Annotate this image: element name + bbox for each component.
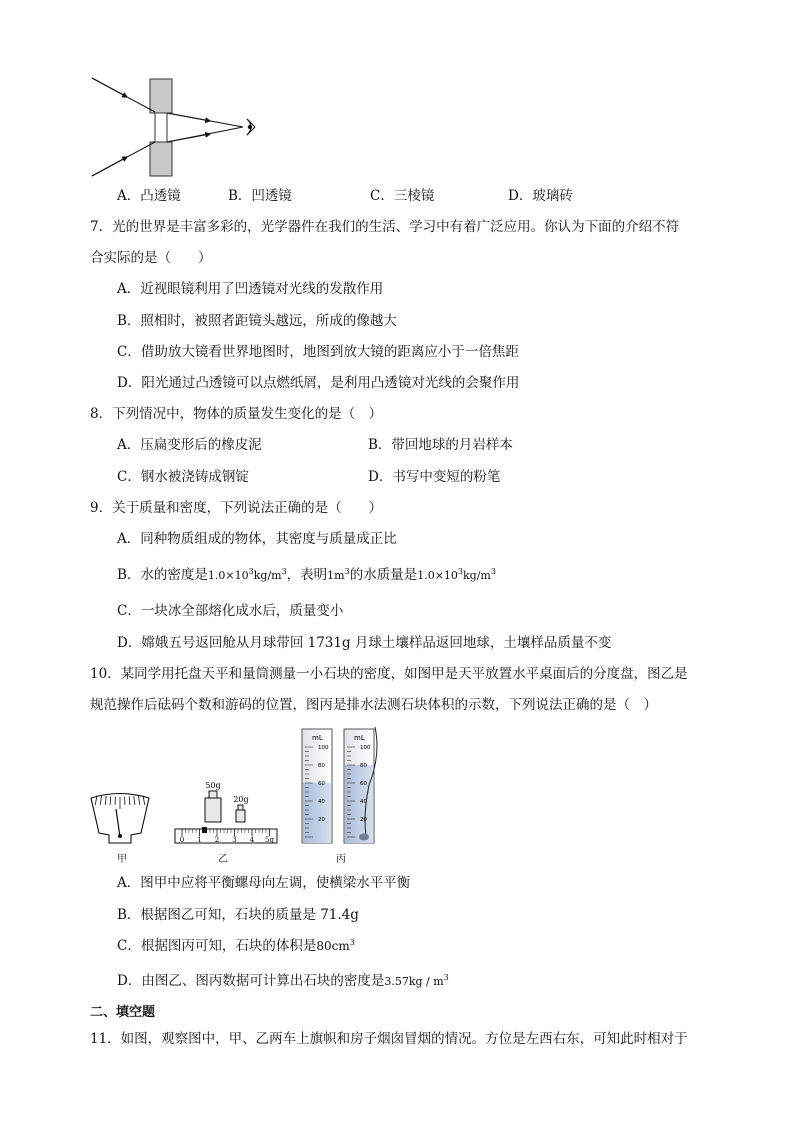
q9-middle: ，表明 — [286, 567, 328, 583]
cylinder-unit: mL — [354, 734, 365, 742]
lens-block-top — [150, 79, 172, 113]
q7-stem-line1: 7．光的世界是丰富多彩的，光学器件在我们的生活、学习中有着广泛应用。你认为下面的介绍不符 — [90, 219, 680, 235]
figure-label-bing: 丙 — [336, 854, 346, 865]
weight-50g-label: 50g — [205, 781, 221, 790]
cylinder-tick-label: 20 — [360, 817, 367, 823]
q6-option-d[interactable]: D．玻璃砖 — [508, 188, 573, 204]
q9-exp2: 3 — [457, 567, 464, 576]
scale-tick-label: 0 — [179, 836, 185, 844]
q9-value1: 1.0×10 — [207, 569, 249, 582]
q9-unit1: kg/m — [253, 569, 282, 582]
scale-tick-label: 1 — [197, 836, 202, 844]
q7-option-d[interactable]: D．阳光通过凸透镜可以点燃纸屑，是利用凸透镜对光线的会聚作用 — [117, 375, 520, 391]
q9-unit2: kg/m — [463, 569, 491, 582]
q10-option-a[interactable]: A．图甲中应将平衡螺母向左调，使横梁水平平衡 — [117, 875, 411, 891]
q9-option-d[interactable]: D．嫦娥五号返回舱从月球带回 1731g 月球土壤样品返回地球，土壤样品质量不变 — [117, 635, 612, 651]
q10-stem-line2: 规范操作后砝码个数和游码的位置，图丙是排水法测石块体积的示数，下列说法正确的是（ ） — [90, 697, 657, 713]
q7-option-b[interactable]: B．照相时，被照者距镜头越远，所成的像越大 — [117, 313, 397, 329]
q7-option-c[interactable]: C．借助放大镜看世界地图时，地图到放大镜的距离应小于一倍焦距 — [117, 344, 519, 360]
q6-lens-figure — [85, 72, 270, 184]
q7-option-a[interactable]: A．近视眼镜利用了凹透镜对光线的发散作用 — [117, 281, 384, 297]
q10-option-c-exp: 3 — [349, 938, 355, 947]
cylinder-tick-label: 80 — [318, 763, 325, 769]
lens-block-bottom — [150, 142, 172, 176]
q8-option-b[interactable]: B．带回地球的月岩样本 — [368, 437, 513, 453]
q10-option-d[interactable] — [117, 972, 449, 991]
cylinder-tick-label: 20 — [318, 817, 325, 823]
q10-option-d-exp: 3 — [443, 973, 449, 982]
cylinder-tick-label: 100 — [360, 745, 371, 751]
cylinder-unit: mL — [312, 734, 323, 742]
q10-option-c-text: C．根据图丙可知，石块的体积是 — [117, 938, 317, 954]
section-fill-in-title: 二、填空题 — [90, 1005, 156, 1020]
q11-stem-line1: 11．如图，观察图中，甲、乙两车上旗帜和房子烟囱冒烟的情况。方位是左西右东，可知此时相对于 — [90, 1031, 688, 1047]
stone — [359, 834, 369, 841]
scale-tick-label: 5g — [265, 836, 274, 844]
q6-option-a[interactable]: A．凸透镜 — [117, 188, 181, 204]
q6-option-b[interactable]: B．凹透镜 — [228, 188, 292, 204]
q10-option-c-value: 80cm — [316, 939, 350, 953]
q9-option-c[interactable]: C．一块冰全部熔化成水后，质量变小 — [117, 603, 344, 619]
q8-option-d[interactable]: D．书写中变短的粉笔 — [368, 469, 501, 485]
q8-stem: 8．下列情况中，物体的质量发生变化的是（ ） — [90, 406, 383, 422]
eye-icon — [247, 119, 255, 135]
figure-label-jia: 甲 — [117, 854, 127, 865]
q6-option-c[interactable]: C．三棱镜 — [370, 188, 435, 204]
q10-stem-line1: 10．某同学用托盘天平和量筒测量一小石块的密度，如图甲是天平放置水平桌面后的分度盘，图乙是 — [90, 666, 688, 682]
q9-unit2-exp: 3 — [490, 567, 496, 576]
cylinder-after — [344, 727, 377, 843]
scale-tick-label: 4 — [249, 836, 255, 844]
q7-stem-line2: 合实际的是（ ） — [90, 250, 212, 266]
figure-label-yi: 乙 — [218, 854, 228, 865]
q9-option-a[interactable]: A．同种物质组成的物体，其密度与质量成正比 — [117, 531, 397, 547]
q10-figure — [85, 725, 400, 865]
q8-option-a[interactable]: A．压扁变形后的橡皮泥 — [117, 437, 262, 453]
q10-option-d-value: 3.57kg / m — [384, 975, 444, 988]
q9-volume: 1m — [327, 569, 345, 582]
cylinder-tick-label: 60 — [360, 781, 367, 787]
q10-option-c[interactable] — [117, 937, 355, 955]
cylinder-tick-label: 40 — [318, 799, 325, 805]
q9-middle2: 的水质量是 — [349, 567, 418, 583]
q9-option-b-prefix: B．水的密度是 — [117, 567, 208, 583]
cylinder-tick-label: 100 — [318, 745, 329, 751]
cylinder-tick-label: 60 — [318, 781, 325, 787]
cylinder-tick-label: 40 — [360, 799, 367, 805]
q9-volume-exp: 3 — [344, 567, 350, 576]
weight-20g-label: 20g — [233, 795, 249, 804]
q9-exp1: 3 — [248, 567, 254, 576]
q8-option-c[interactable]: C．钢水被浇铸成钢锭 — [117, 469, 249, 485]
q10-option-d-text: D．由图乙、图丙数据可计算出石块的密度是 — [117, 973, 385, 989]
cylinder-tick-label: 80 — [360, 763, 367, 769]
q9-option-b[interactable] — [117, 566, 496, 585]
q10-option-b[interactable]: B．根据图乙可知，石块的质量是 71.4g — [117, 907, 359, 923]
scale-tick-label: 3 — [232, 836, 237, 844]
weights-and-scale — [175, 791, 277, 844]
scale-tick-label: 2 — [214, 836, 220, 844]
rider — [202, 827, 207, 833]
cylinder-before — [302, 729, 332, 843]
q9-unit1-exp: 3 — [281, 567, 287, 576]
q9-value2: 1.0×10 — [417, 569, 458, 582]
balance-dial — [91, 794, 149, 844]
q9-stem: 9．关于质量和密度，下列说法正确的是（ ） — [90, 500, 383, 516]
